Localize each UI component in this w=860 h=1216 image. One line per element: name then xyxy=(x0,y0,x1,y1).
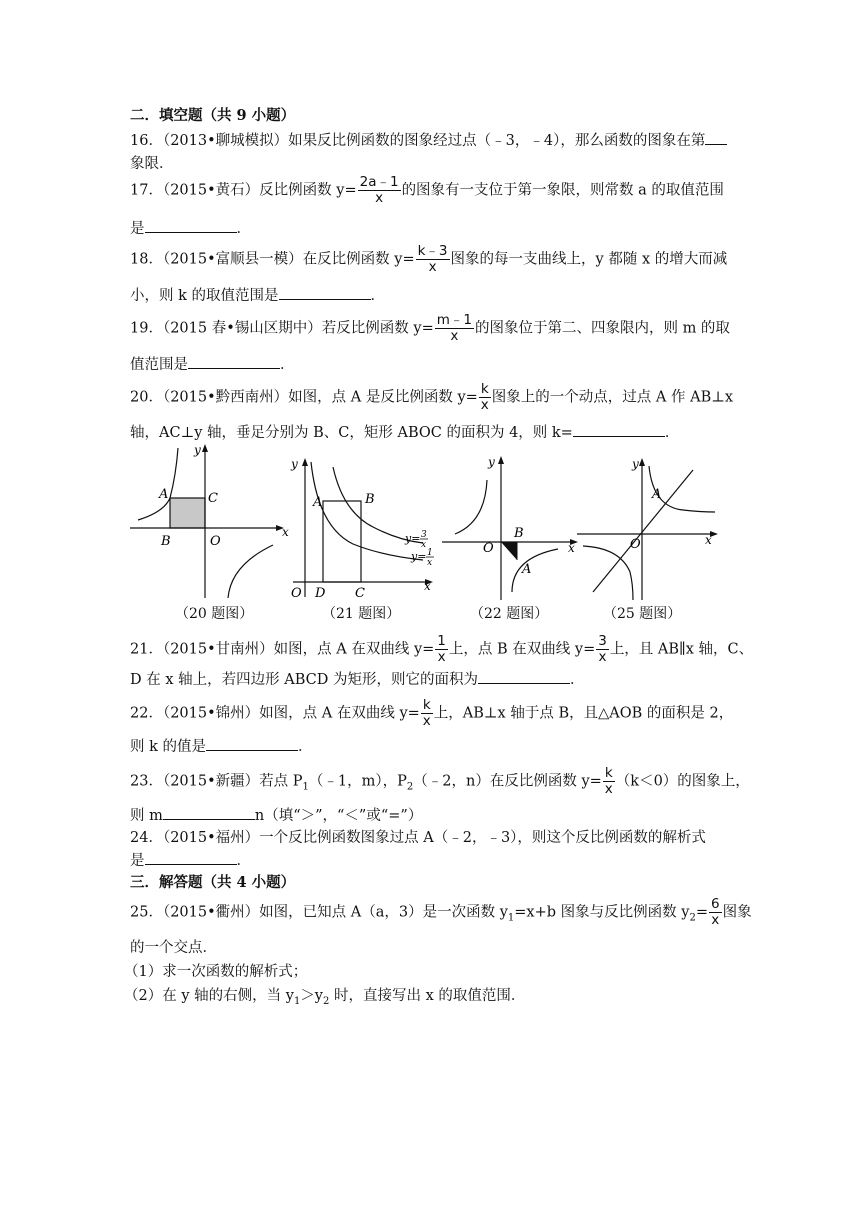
fraction-denominator: x xyxy=(428,259,437,275)
q23-text-c: （﹣2，n）在反比例函数 y= xyxy=(413,773,602,790)
q25-part2-text-b: ＞y xyxy=(300,988,324,1004)
q25-text-d: 图象 xyxy=(722,904,752,921)
question-17-line2: 是 ． xyxy=(130,218,251,239)
subscript: 1 xyxy=(302,781,309,793)
question-20-line1 xyxy=(130,382,733,413)
fraction xyxy=(421,698,433,729)
fraction-denominator: x xyxy=(604,781,613,797)
point-label: B xyxy=(514,526,524,541)
point-label: O xyxy=(291,586,302,601)
q22-text-tail: 上，AB⊥x 轴于点 B，且△AOB 的面积是 2， xyxy=(433,705,734,722)
question-16-line1 xyxy=(130,130,727,151)
point-label: C xyxy=(355,586,365,601)
point-label: A xyxy=(522,562,532,577)
curve-1-over-x xyxy=(311,462,423,560)
question-25-part2 xyxy=(124,986,525,1012)
curve-label-denominator: x xyxy=(421,540,427,550)
period: ． xyxy=(236,853,251,869)
axis-label: x xyxy=(705,533,712,547)
answer-blank xyxy=(705,130,727,145)
question-24-line1: 24．（2015•福州）一个反比例函数图象过点 A（﹣2，﹣3），则这个反比例函数的解析式 xyxy=(130,830,706,846)
fraction-numerator: k xyxy=(603,766,615,782)
q19-text-tail: 的图象位于第二、四象限内，则 m 的取 xyxy=(474,320,730,337)
point-label: O xyxy=(483,541,494,556)
curve-label-numerator: 3 xyxy=(421,530,427,540)
fraction xyxy=(709,897,722,928)
answer-blank xyxy=(573,422,665,437)
fraction-denominator: x xyxy=(375,190,384,206)
q24-text-b: 是 xyxy=(130,853,145,869)
section-heading-fill-in: 二．填空题（共 9 小题） xyxy=(130,107,296,124)
answer-blank xyxy=(279,285,371,300)
axis-label: y xyxy=(488,455,495,469)
answer-blank xyxy=(188,354,280,369)
shaded-triangle-aob xyxy=(501,542,517,560)
hyperbola-branch xyxy=(512,549,558,592)
q21-text: 21．（2015•甘南州）如图，点 A 在双曲线 y= xyxy=(130,641,435,658)
subscript: 1 xyxy=(507,912,515,924)
q21-text-2: D 在 x 轴上，若四边形 ABCD 为矩形，则它的面积为 xyxy=(130,672,478,688)
figure-21-caption: （21 题图） xyxy=(322,606,401,622)
axis-label: y xyxy=(194,443,201,457)
figure-22 xyxy=(440,452,585,602)
q25-part2-text-c: 时，直接写出 x 的取值范围． xyxy=(329,988,526,1004)
q23-text-b: （﹣1，m），P xyxy=(308,773,407,790)
q23-text-d: （k＜0）的图象上， xyxy=(615,773,750,790)
figure-25-caption: （25 题图） xyxy=(603,606,682,622)
fraction-numerator: 6 xyxy=(710,896,720,912)
fraction xyxy=(416,244,450,275)
fraction-denominator: x xyxy=(711,912,720,928)
subscript: 2 xyxy=(323,995,330,1007)
question-20-line2: 轴，AC⊥y 轴，垂足分别为 B、C，矩形 ABOC 的面积为 4，则 k= ． xyxy=(130,422,679,443)
linear-function-line xyxy=(593,470,693,592)
fraction xyxy=(603,766,615,797)
question-22-line1 xyxy=(130,698,733,729)
answer-blank xyxy=(145,218,237,233)
axis-label: x xyxy=(424,579,431,593)
figure-20 xyxy=(128,440,288,600)
q17-text-2: 是 xyxy=(130,221,145,237)
q16-text: 16．（2013•聊城模拟）如果反比例函数的图象经过点（﹣3，﹣4），那么函数的图象在第 xyxy=(130,133,706,149)
q25-part2-text: （2）在 y 轴的右侧，当 y xyxy=(124,988,294,1004)
fraction-denominator: x xyxy=(480,397,489,413)
curve-label-numerator: 1 xyxy=(427,548,433,558)
fraction-numerator: k xyxy=(479,382,491,398)
q17-text: 17．（2015•黄石）反比例函数 y= xyxy=(130,182,357,199)
question-23-line2 xyxy=(130,805,422,826)
q22-text: 22．（2015•锦州）如图，点 A 在双曲线 y= xyxy=(130,705,420,722)
axis-label: y xyxy=(632,457,639,471)
q19-text: 19．（2015 春•锡山区期中）若反比例函数 y= xyxy=(130,320,434,337)
fraction xyxy=(358,175,401,206)
figure-20-caption: （20 题图） xyxy=(175,606,254,622)
fraction-denominator: x xyxy=(437,649,446,665)
question-16-line2: 象限． xyxy=(130,156,174,172)
fraction-denominator: x xyxy=(422,713,431,729)
axis-label: x xyxy=(282,525,289,539)
question-21-line1 xyxy=(130,634,753,665)
q18-text: 18．（2015•富顺县一模）在反比例函数 y= xyxy=(130,251,415,268)
period: ． xyxy=(298,739,313,755)
curve-label-denominator: x xyxy=(427,558,433,568)
q20-text: 20．（2015•黔西南州）如图，点 A 是反比例函数 y= xyxy=(130,389,478,406)
q18-text-tail: 图象的每一支曲线上，y 都随 x 的增大而减 xyxy=(450,251,728,268)
fraction xyxy=(435,634,448,665)
figure-21 xyxy=(283,452,453,602)
fraction xyxy=(479,382,491,413)
answer-blank xyxy=(206,736,298,751)
subscript: 2 xyxy=(406,781,414,793)
point-label: A xyxy=(652,487,662,502)
q25-text: 25．（2015•衢州）如图，已知点 A（a，3）是一次函数 y xyxy=(130,904,508,921)
point-label: B xyxy=(161,534,171,549)
question-24-line2 xyxy=(130,850,251,871)
figure-22-caption: （22 题图） xyxy=(470,606,549,622)
question-19-line1 xyxy=(130,313,730,344)
q20-text-2: 轴，AC⊥y 轴，垂足分别为 B、C，矩形 ABOC 的面积为 4，则 k= xyxy=(130,425,573,441)
curve-label: y= xyxy=(411,550,427,563)
question-25-line1 xyxy=(130,897,752,928)
fraction-numerator: k xyxy=(421,698,433,714)
point-label: D xyxy=(315,586,326,601)
question-23-line1 xyxy=(130,766,750,797)
fraction xyxy=(596,634,609,665)
question-25-part1: （1）求一次函数的解析式； xyxy=(124,964,308,980)
question-17-line1 xyxy=(130,175,724,206)
q18-text-2: 小，则 k 的取值范围是 xyxy=(130,288,279,304)
subscript: 1 xyxy=(293,995,301,1007)
q23-text-f: n（填“＞”，“＜”或“=”） xyxy=(254,808,423,824)
q22-text-2: 则 k 的值是 xyxy=(130,739,207,755)
point-label: O xyxy=(210,534,221,549)
curve-label: y= xyxy=(405,532,421,545)
axis-label: y xyxy=(291,457,298,471)
fraction-numerator: 2a﹣1 xyxy=(359,174,399,190)
q25-text-c: = xyxy=(695,904,708,921)
question-18-line1 xyxy=(130,244,727,275)
point-label: C xyxy=(208,491,218,506)
answer-blank xyxy=(145,850,237,865)
q21-text-mid: 上，点 B 在双曲线 y= xyxy=(448,641,596,658)
fraction xyxy=(435,313,474,344)
figure-25 xyxy=(575,452,725,602)
answer-blank xyxy=(163,805,255,820)
point-label: O xyxy=(630,537,641,552)
question-21-line2 xyxy=(130,669,584,690)
shaded-rectangle xyxy=(170,498,205,528)
q25-text-b: =x+b 图象与反比例函数 y xyxy=(514,904,690,921)
question-18-line2: 小，则 k 的取值范围是 ． xyxy=(130,285,385,306)
point-label: A xyxy=(313,495,323,510)
question-25-line2: 的一个交点． xyxy=(130,940,217,956)
question-22-line2 xyxy=(130,736,313,757)
axis-label: x xyxy=(568,541,575,555)
hyperbola-branch xyxy=(228,545,273,598)
fraction-denominator: x xyxy=(598,649,607,665)
point-label: A xyxy=(159,487,169,502)
hyperbola-branch xyxy=(455,480,487,534)
fraction-numerator: k﹣3 xyxy=(417,243,448,259)
fraction-numerator: 3 xyxy=(598,633,607,649)
subscript: 2 xyxy=(689,912,696,924)
q17-text-tail: 的图象有一支位于第一象限，则常数 a 的取值范围 xyxy=(401,182,724,199)
section-heading-answer: 三．解答题（共 4 小题） xyxy=(130,874,296,891)
point-label: B xyxy=(365,492,375,507)
period: ． xyxy=(569,672,585,688)
q20-text-tail: 图象上的一个动点，过点 A 作 AB⊥x xyxy=(491,389,734,406)
question-19-line2: 值范围是 ． xyxy=(130,354,295,375)
answer-blank xyxy=(478,669,570,684)
fraction-denominator: x xyxy=(450,328,459,344)
fraction-numerator: 1 xyxy=(437,633,446,649)
q21-text-tail: 上，且 AB∥x 轴，C、 xyxy=(609,641,754,658)
q23-text: 23．（2015•新疆）若点 P xyxy=(130,773,303,790)
q19-text-2: 值范围是 xyxy=(130,357,188,373)
fraction-numerator: m﹣1 xyxy=(436,312,472,328)
q23-text-e: 则 m xyxy=(130,808,163,824)
